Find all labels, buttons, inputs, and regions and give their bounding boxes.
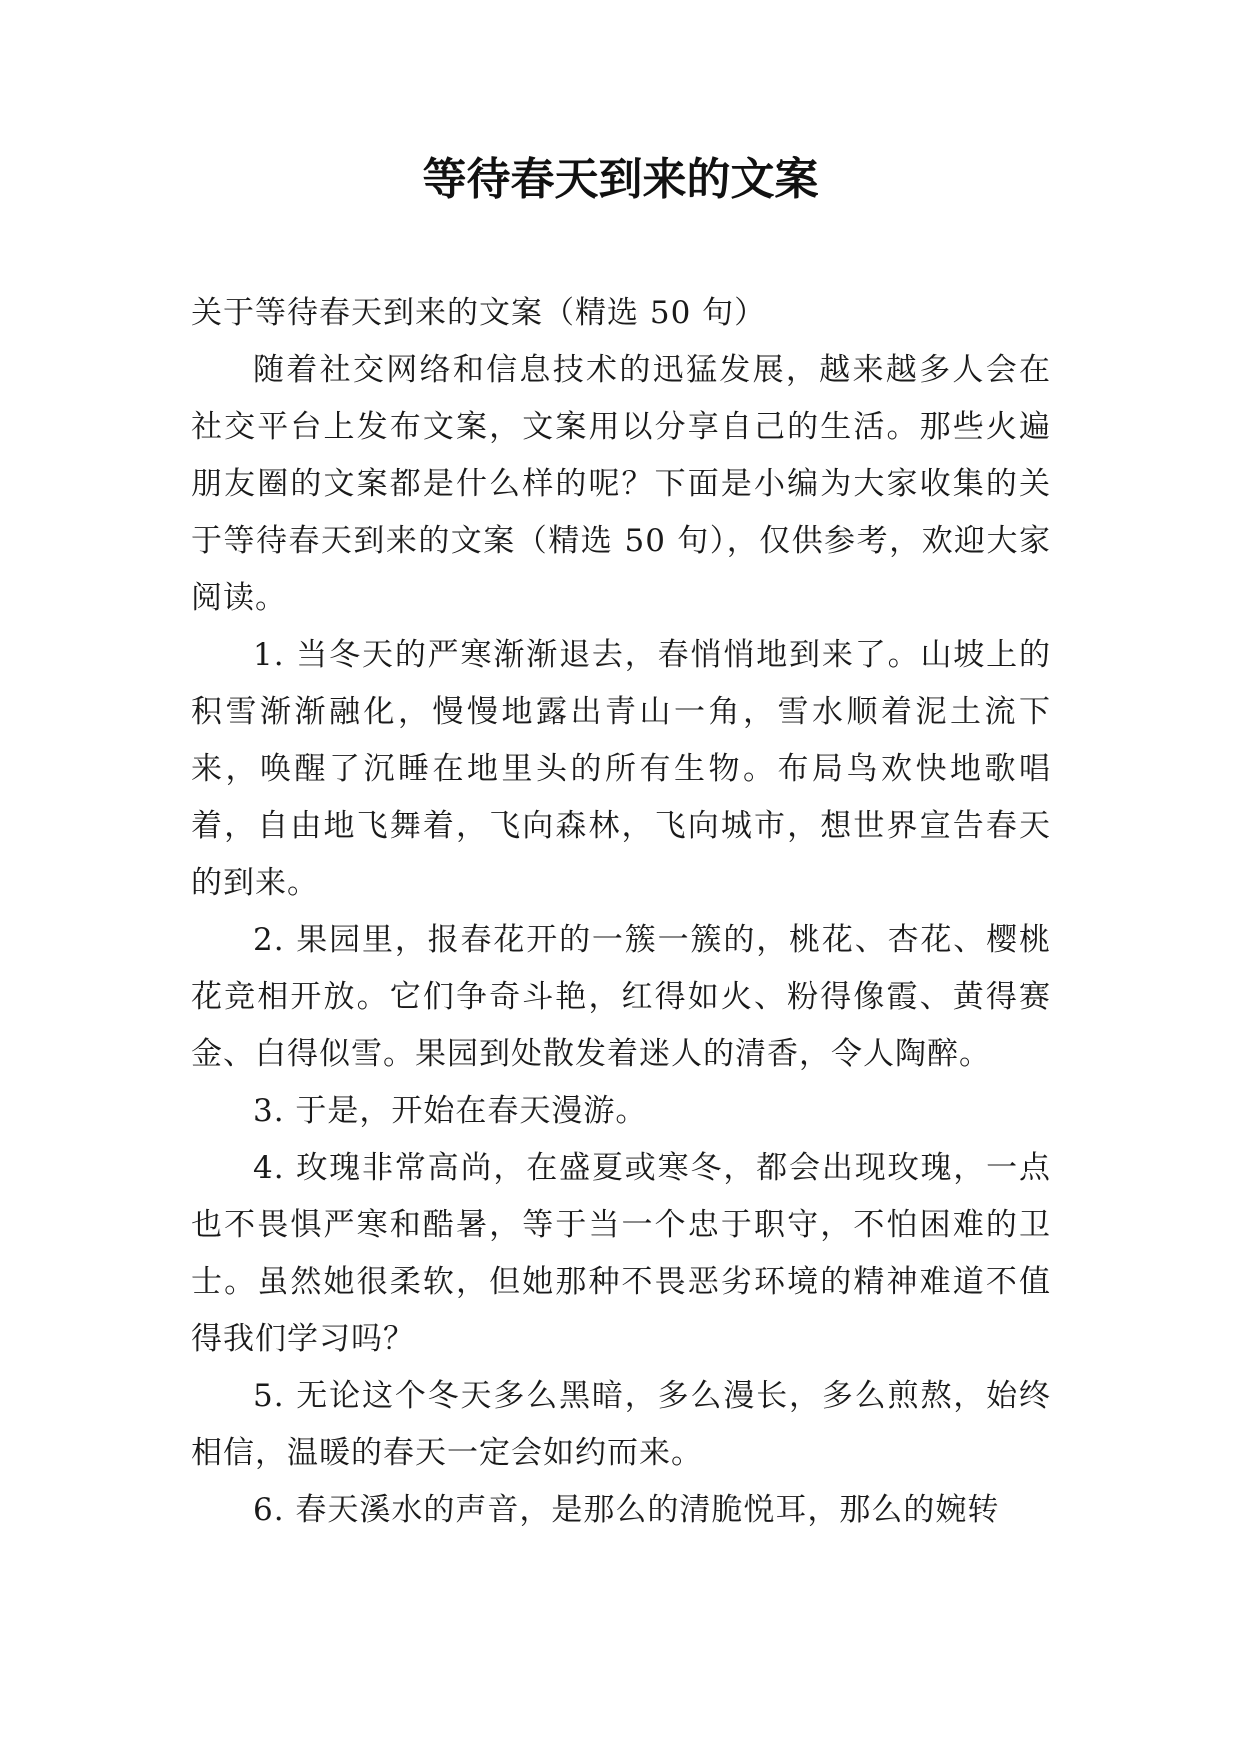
list-item: 6. 春天溪水的声音，是那么的清脆悦耳，那么的婉转: [253, 1492, 1000, 1528]
list-item: 5. 无论这个冬天多么黑暗，多么漫长，多么煎熬，始终相信，温暖的春天一定会如约而来。: [191, 1378, 1051, 1471]
list-item: 1. 当冬天的严寒渐渐退去，春悄悄地到来了。山坡上的积雪渐渐融化，慢慢地露出青山一角，雪水顺着泥土流下来，唤醒了沉睡在地里头的所有生物。布局鸟欢快地歌唱着，自由地飞舞着，飞向森林，飞向城市，想世界宣告春天的到来。: [191, 637, 1051, 901]
intro-paragraph: 随着社交网络和信息技术的迅猛发展，越来越多人会在社交平台上发布文案，文案用以分享自己的生活。那些火遍朋友圈的文案都是什么样的呢？下面是小编为大家收集的关于等待春天到来的文案（精选 50 句），仅供参考，欢迎大家阅读。: [191, 352, 1051, 616]
document-subtitle: 关于等待春天到来的文案（精选 50 句）: [191, 295, 767, 331]
list-item: 4. 玫瑰非常高尚，在盛夏或寒冬，都会出现玫瑰，一点也不畏惧严寒和酷暑，等于当一个忠于职守，不怕困难的卫士。虽然她很柔软，但她那种不畏恶劣环境的精神难道不值得我们学习吗？: [191, 1150, 1051, 1357]
document-body: [191, 285, 1051, 1539]
list-item: 2. 果园里，报春花开的一簇一簇的，桃花、杏花、樱桃花竞相开放。它们争奇斗艳，红得如火、粉得像霞、黄得赛金、白得似雪。果园到处散发着迷人的清香，令人陶醉。: [191, 922, 1051, 1072]
list-item: 3. 于是，开始在春天漫游。: [253, 1093, 648, 1129]
document-title: 等待春天到来的文案: [422, 154, 819, 205]
